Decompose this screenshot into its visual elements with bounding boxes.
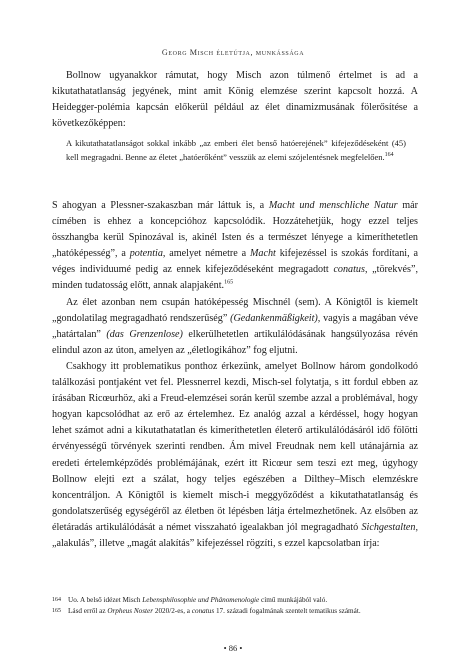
fn165-journal: Orpheus Noster — [107, 607, 154, 615]
page-number: • 86 • — [223, 643, 243, 653]
body-paragraph-3 — [52, 295, 418, 359]
footnote-text — [68, 595, 418, 606]
p4-term-sichgestalten: Sichgestalten, — [361, 521, 418, 533]
p3-term-gedankenmassigkeit: (Gedankenmäßigkeit), — [230, 312, 321, 324]
p2-term-conatus: conatus — [333, 264, 365, 276]
p2-term-macht: Macht — [249, 248, 276, 260]
quote-footnote-ref: 164 — [384, 151, 394, 158]
fn165-text-a: Lásd erről az — [68, 607, 108, 615]
p2-title-macht: Macht und menschliche Natur — [268, 200, 398, 211]
p2-text-d: kifejezéssel is szokás fordítani, a véges individuumé pedig az ennek kifejeződéseként megragadott — [52, 248, 418, 276]
body-paragraph-4 — [52, 359, 418, 552]
fn164-text-a: Uo. A belső idézet Misch — [68, 596, 143, 604]
body-paragraph-1 — [52, 68, 418, 132]
p3-text-c: elkerülhetetlen artikulálódásának hangsúlyozása révén elindul azon az úton, amelyen az „életlogikához” fog eljutni. — [52, 328, 418, 356]
p4-text-b: „alakulás”, illetve „magát alakítás” kifejezéssel rögzíti, s ezzel kapcsolatban írja: — [52, 537, 380, 549]
p2-text-c: , amelyet németre a — [162, 248, 250, 260]
fn165-text-b: 2020/2-es, a — [153, 607, 192, 615]
p4-text-a: Csakhogy itt problematikus ponthoz érkezünk, amelyet Bollnow három gondolkodó találkozási pontjaként vet fel. Plessnerrel kezdi, Misch-sel folytatja, s itt fordul ebben az írásában Ricœurhöz, aki a Freud-elemzései során kerül szembe azzal a problémával, hogy hogyan kapcsolódhat az erő az értelemhez. Ez analóg azzal a kérdéssel, hogy hogyan lehet számot adni a kikutathatatlan és kimeríthetetlen életerő artikulálódásáról idő fölötti érvényességű törvények szerinti rendben. Ám mivel Freudnak nem kell utánajárnia az eredeti értelemképződés problémájának, ezért itt Ricœur sem teszi ezt meg, úgyhogy Bollnow elejti ezt a szálat, hogy teljes egészében a Dilthey–Misch elemzéskre koncentráljon. A Königtől is kiemelt misch-i meggyőződést a kikutathatatlanság és gondolatszerűség egységéről az életben öt lépésben látja értelmezhetőnek. Az elsőben az életáradás artikulálódását a német visszaható igealakban jól megragadható — [52, 360, 418, 533]
footnote-number: 165 — [52, 608, 61, 614]
p3-term-grenzenlose: (das Grenzenlose) — [106, 328, 183, 340]
paragraph-1-text: Bollnow ugyanakkor rámutat, hogy Misch azon túlmenő értelmet is ad a kikutathatatlanság jegyének, mint amit König elemzése szerint kapcsolt hozzá. A Heidegger-polémia kapcsán előkerül például az élet dinamizmusának fölerősítése a következőképpen: — [52, 70, 418, 130]
footnote-number: 164 — [52, 597, 61, 603]
main-text-block — [52, 198, 418, 552]
p2-text-b: már címében is ehhez a koncepcióhoz kapcsolódik. Hozzátehetjük, hogy ezzel teljes összhangba kerül Spinozával is, akinél Isten és a természet lényege a kimeríthetetlen „hatóképesség”, a — [52, 200, 418, 260]
p2-footnote-ref: 165 — [224, 280, 234, 287]
footnote-164 — [52, 595, 418, 606]
p3-text-a: Az élet azonban nem csupán hatóképesség Mischnél (sem). A Königtől is kiemelt „gondolatilag megragadható rendszerűség” — [52, 296, 418, 324]
p2-text-e: , „törekvés”, minden tudatosság előtt, annak alapjaként. — [52, 264, 418, 292]
fn165-term: conatus — [191, 607, 215, 615]
fn165-text-c: 17. századi fogalmának szentelt tematikus számát. — [214, 607, 361, 615]
fn164-title: Lebensphilosophie und Phänomenologie — [142, 596, 260, 604]
block-quote — [66, 137, 406, 164]
footnote-text — [68, 606, 418, 617]
fn164-text-b: című munkájából való. — [259, 596, 328, 604]
body-paragraph-2 — [52, 198, 418, 295]
footnotes — [52, 595, 418, 617]
running-head: Georg Misch életútja, munkássága — [161, 48, 305, 57]
p2-term-potentia: potentia — [129, 248, 163, 260]
p2-text-a: S ahogyan a Plessner-szakaszban már láttuk is, a — [52, 200, 269, 211]
p3-text-b: vagyis a magában véve „határtalan” — [52, 312, 418, 340]
quote-text: A kikutathatatlanságot sokkal inkább „az emberi élet benső hatóerejének” kifejeződéseként (45) kell megragadni. Benne az életet „hatóerőként” vesszük az elemi szójelentésnek megfelelően. — [66, 138, 406, 162]
footnote-165 — [52, 606, 418, 617]
